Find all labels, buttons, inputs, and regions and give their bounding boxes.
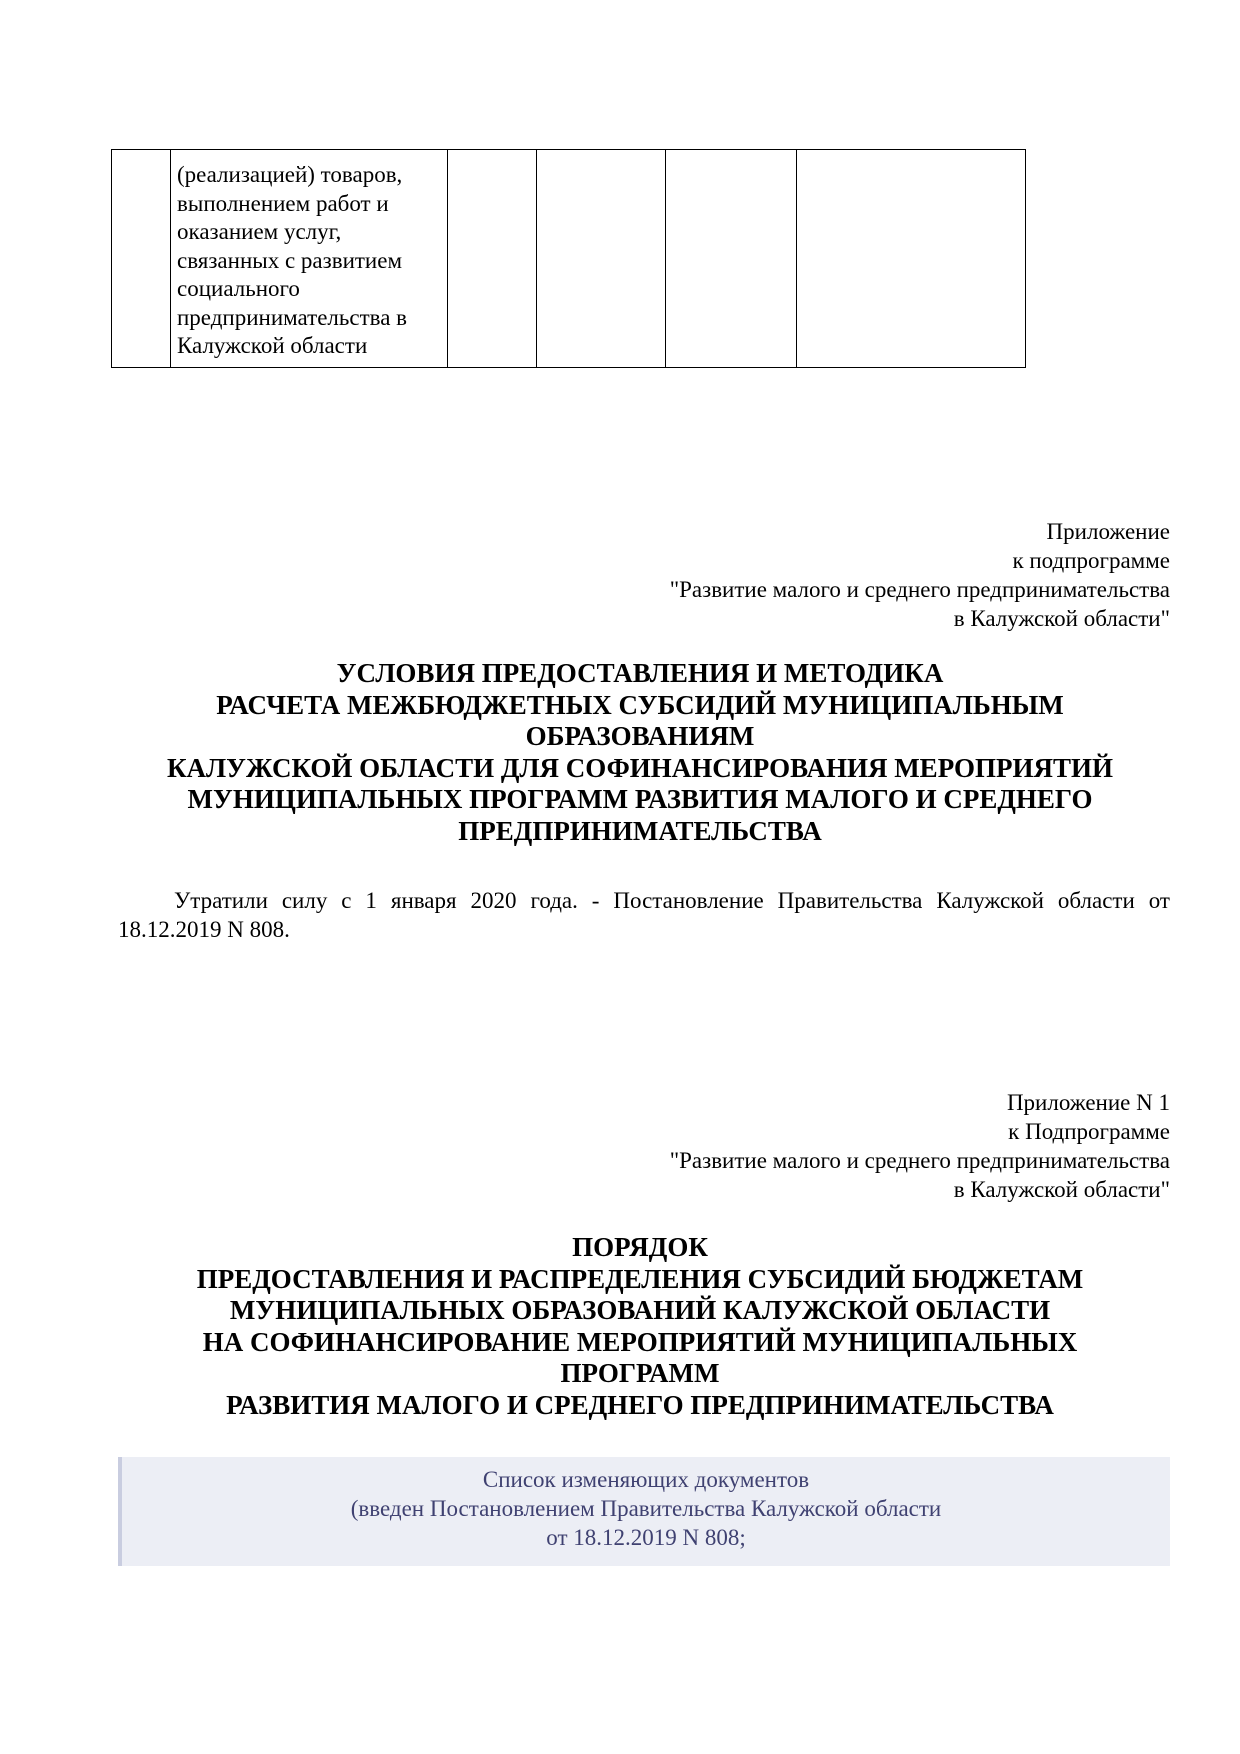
- changes-line: (введен Постановлением Правительства Калужской области: [350, 1496, 942, 1521]
- appendix-line: Приложение: [1046, 519, 1170, 544]
- cell-line: Калужской области: [177, 333, 368, 358]
- table-cell-empty: [797, 150, 1026, 368]
- title-line: МУНИЦИПАЛЬНЫХ ОБРАЗОВАНИЙ КАЛУЖСКОЙ ОБЛАСТИ: [229, 1295, 1051, 1325]
- table-fragment: [111, 149, 1026, 368]
- appendix-line: "Развитие малого и среднего предпринимательства: [669, 1148, 1170, 1173]
- appendix-line: в Калужской области": [953, 606, 1170, 631]
- table-cell-description: [171, 150, 448, 368]
- cell-line: оказанием услуг,: [177, 219, 342, 244]
- table-cell-empty: [666, 150, 797, 368]
- title-line: УСЛОВИЯ ПРЕДОСТАВЛЕНИЯ И МЕТОДИКА: [336, 658, 944, 688]
- title-line: НА СОФИНАНСИРОВАНИЕ МЕРОПРИЯТИЙ МУНИЦИПАЛЬНЫХ: [202, 1326, 1078, 1357]
- cell-line: предпринимательства в: [177, 304, 408, 330]
- table-cell-number: [112, 150, 171, 368]
- table-cell-empty: [537, 150, 666, 368]
- repeal-note-line: Утратили силу с 1 января 2020 года. - Постановление Правительства Калужской области от: [174, 888, 1170, 913]
- title-line: РАЗВИТИЯ МАЛОГО И СРЕДНЕГО ПРЕДПРИНИМАТЕЛЬСТВА: [226, 1389, 1054, 1420]
- title-line: ПРОГРАММ: [560, 1358, 720, 1388]
- title-line: РАСЧЕТА МЕЖБЮДЖЕТНЫХ СУБСИДИЙ МУНИЦИПАЛЬНЫМ: [216, 689, 1064, 720]
- appendix-line: к подпрограмме: [1012, 548, 1170, 573]
- changes-list-box: [118, 1457, 1170, 1566]
- title-line: КАЛУЖСКОЙ ОБЛАСТИ ДЛЯ СОФИНАНСИРОВАНИЯ МЕРОПРИЯТИЙ: [166, 752, 1114, 783]
- title-line: ОБРАЗОВАНИЯМ: [525, 721, 755, 751]
- appendix-line: Приложение N 1: [1006, 1090, 1170, 1115]
- appendix-line: в Калужской области": [953, 1177, 1170, 1202]
- title-line: ПРЕДОСТАВЛЕНИЯ И РАСПРЕДЕЛЕНИЯ СУБСИДИЙ БЮДЖЕТАМ: [196, 1263, 1084, 1294]
- cell-line: связанных с развитием: [177, 247, 403, 273]
- title-line: МУНИЦИПАЛЬНЫХ ПРОГРАММ РАЗВИТИЯ МАЛОГО И СРЕДНЕГО: [187, 784, 1093, 814]
- changes-line: от 18.12.2019 N 808;: [546, 1525, 746, 1550]
- title-line: ПОРЯДОК: [572, 1232, 708, 1262]
- appendix-line: "Развитие малого и среднего предпринимательства: [669, 577, 1170, 602]
- title-line: ПРЕДПРИНИМАТЕЛЬСТВА: [458, 815, 822, 846]
- repeal-note-line: 18.12.2019 N 808.: [118, 917, 290, 942]
- repeal-note: [118, 886, 1170, 944]
- changes-line: Список изменяющих документов: [482, 1467, 810, 1492]
- appendix-header-1: [670, 517, 1170, 633]
- cell-line: выполнением работ и: [177, 190, 389, 216]
- table-row: [112, 150, 1026, 368]
- section-title-2: [110, 1232, 1170, 1421]
- cell-line: социального: [177, 276, 300, 301]
- appendix-line: к Подпрограмме: [1008, 1119, 1170, 1144]
- section-title-1: [110, 658, 1170, 847]
- table-cell-empty: [448, 150, 537, 368]
- appendix-header-2: [670, 1088, 1170, 1204]
- cell-line: (реализацией) товаров,: [177, 162, 403, 187]
